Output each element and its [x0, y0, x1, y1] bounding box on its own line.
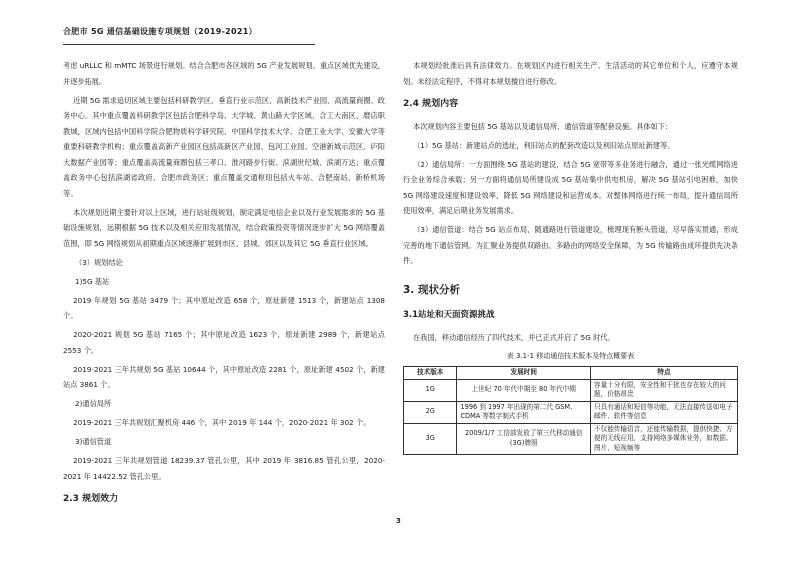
document-header-title: 合肥市 5G 通信基础设施专项规划（2019-2021）	[63, 27, 257, 36]
section-heading-2-4: 2.4 规划内容	[403, 99, 459, 109]
paragraph: 2019-2021 三年共规划汇聚机房 446 个，其中 2019 年 144 个，2020-2021 年 302 个。	[73, 418, 371, 427]
paragraph: 2020-2021 规划 5G 基站 7165 个；其中原址改造 1623 个，原址新建 2989 个，新建站点 2553 个。	[63, 330, 385, 355]
paragraph: 在我国，移动通信经历了四代技术，并已正式开启了 5G 时代。	[413, 332, 615, 342]
table-cell: 1996 到 1997 年出现的第二代 GSM、CDMA 等数字制式手机	[457, 401, 591, 423]
list-item: （2）通信局所：一方面围绕 5G 基站的建设，结合 5G 宽带等多业务进行融合，通过一张光缆网络进行全业务综合承载；另一方面将通信局所建设成 5G 基站集中供电机房，解决 5G 基站引电困难，加快 5G 网络建设速度和建设效率，降低 5G 网络建设和运营成本。对整体网络进行统一布局，提升通信局所使用效率，满足后期业务发展需求。	[403, 159, 738, 215]
table-cell: 容量十分有限，安全性和干扰也存在较大的问题，价格昂贵	[591, 379, 738, 401]
list-item: （1）5G 基站：新建站点的选址，利旧站点的配套改造以及利旧站点原址新建等。	[413, 140, 675, 150]
section-heading-3: 3. 现状分析	[403, 283, 460, 296]
table-header-row	[404, 367, 738, 380]
table-row	[404, 423, 738, 455]
table-row	[404, 401, 738, 423]
table-cell: 只具有通话和短信等功能，无法直接传送如电子邮件、软件等信息	[591, 401, 738, 423]
paragraph: 近期 5G 需求追切区域主要包括科研教学区、垂直行业示范区、高新技术产业园、高流量商圈、政务中心。其中重点覆盖科研教学区包括合肥科学岛、大学城、黄山路大学区域、合工大南区、磨店职教城，区域内包括中国科学院合肥物质科学研究院、中国科学技术大学、合肥工业大学、安徽大学等重要科研教学机构；重点覆盖高新产业园区包括高新区产业园、包河工业园、空港新城示范区、庐阳大数据产业园等；重点覆盖高流量商圈包括三孝口、淮河路步行街、滨湖世纪城、滨湖万达；重点覆盖政务中心包括滨湖省政府、合肥市政务区；重点覆盖交通枢纽包括火车站、合肥南站、新桥机场等。	[63, 95, 385, 198]
paragraph: 本规划经批准后具有法律效力。在规划区内进行相关生产、生活活动的其它单位和个人，应遵守本规划。未经法定程序，不得对本规划擅自进行修改。	[403, 61, 738, 86]
page-number: 3	[396, 517, 401, 525]
header-divider	[63, 44, 315, 45]
table-header-cell: 特点	[591, 367, 738, 380]
left-column	[63, 58, 385, 514]
paragraph: 2019 年规划 5G 基站 3479 个；其中原址改造 658 个，原址新建 1513 个，新建站点 1308 个。	[63, 295, 385, 320]
table-cell: 2009/1/7 工信部发放了第三代移动通信(3G)牌照	[457, 423, 591, 455]
paragraph: 2019-2021 三年共规划 5G 基站 10644 个，其中原址改造 2281 个，原址新建 4502 个，新建站点 3861 个。	[63, 364, 385, 389]
table-cell: 1G	[404, 379, 457, 401]
paragraph: 本次规划内容主要包括 5G 基站以及通信局所、通信管道等配套设施。具体如下：	[413, 121, 673, 131]
table-cell: 上世纪 70 年代中期至 80 年代中期	[457, 379, 591, 401]
subheading-base-station: 1)5G 基站	[75, 276, 110, 286]
subheading-conclusion: （3）规划结论	[75, 257, 123, 267]
table-cell: 3G	[404, 423, 457, 455]
list-item: （3）通信管道：结合 5G 站点布局，随通路进行管道建设，梳理现有断头管道，尽早落实贯通，形成完善的地下通信管网。为汇聚业务提供双路由、多路由的网络安全保障，为 5G 传输路由成环提供先决条件。	[403, 225, 738, 265]
table-caption: 表 3.1-1 移动通信技术版本及特点概要表	[506, 351, 635, 360]
tech-version-table	[403, 366, 738, 455]
table-header-cell: 技术版本	[404, 367, 457, 380]
subheading-comm-office: 2)通信局所	[75, 399, 112, 408]
table-cell: 不仅能传输语音，还能传输数据，提供快捷、方便的无线应用，支持网络多媒体业务，如数据、图片、短视频等	[591, 423, 738, 455]
table-row	[404, 379, 738, 401]
subheading-pipeline: 3)通信管道	[75, 437, 112, 446]
section-heading-3-1: 3.1站址和天面资源挑战	[403, 310, 495, 320]
paragraph: 2019-2021 三年共规划管道 18239.37 管孔公里，其中 2019 年 3816.85 管孔公里，2020-2021 年 14422.52 管孔公里。	[63, 456, 385, 481]
paragraph: 本次规划近期主要针对以上区域，进行站址级规划，制定满足电信企业以及行业发展需求的 5G 基础设施规划，远期根据 5G 技术以及相关应用发展情况，结合政策投资等情况逐步扩大 5G 网络覆盖范围，即 5G 网络规划从初期重点区域逐渐扩展到市区、县城、郊区以及其它 5G 垂直行业区域。	[63, 207, 385, 248]
table-header-cell: 发展时间	[457, 367, 591, 380]
right-column	[403, 58, 738, 455]
paragraph: 考虑 uRLLC 和 mMTC 场景进行规划。结合合肥市各区域的 5G 产业发展规划，重点区域优先建设，并逐步拓展。	[63, 61, 385, 86]
table-cell: 2G	[404, 401, 457, 423]
section-heading-2-3: 2.3 规划效力	[63, 494, 119, 504]
